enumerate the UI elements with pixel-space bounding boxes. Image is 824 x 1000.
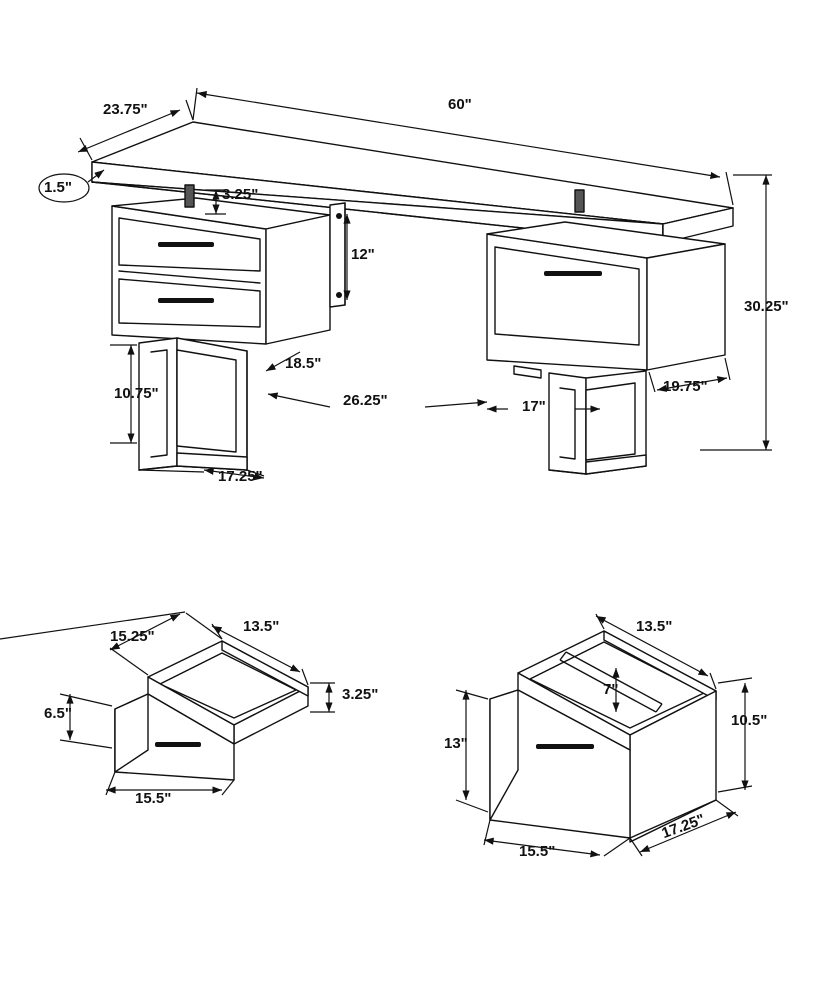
- label-right-cabinet-depth: 19.75": [663, 378, 708, 395]
- right-cabinet-side: [647, 244, 725, 370]
- label-left-cabinet-depth: 18.5": [285, 355, 322, 372]
- label-sd-inner-width: 13.5": [243, 618, 280, 635]
- left-support-post: [185, 185, 194, 207]
- small-drawer-handle: [155, 742, 201, 747]
- center-panel-bolt-top: [336, 213, 342, 219]
- left-leg-inner-opening: [177, 350, 236, 452]
- label-right-cabinet-width: 17": [522, 398, 546, 415]
- label-left-foot-depth: 17.25": [218, 468, 263, 485]
- left-leg-outer-front: [139, 338, 177, 470]
- label-width-top: 60": [448, 96, 472, 113]
- dim-line-knee-width-left: [268, 394, 330, 407]
- label-sd-face-width: 15.5": [135, 790, 172, 807]
- right-leg-inner-opening: [586, 383, 635, 460]
- right-support-post: [575, 190, 584, 212]
- label-depth-top: 23.75": [103, 101, 148, 118]
- right-leg-outer-front: [549, 373, 586, 474]
- label-fd-face-width: 15.5": [519, 843, 556, 860]
- center-panel-edge: [330, 203, 345, 307]
- right-cabinet-bracket: [514, 366, 541, 378]
- label-sd-interior-height: 3.25": [342, 686, 379, 703]
- left-upper-drawer-handle: [158, 242, 214, 247]
- center-panel-bolt-bottom: [336, 292, 342, 298]
- desk-overview-geometry: [92, 122, 733, 474]
- label-fd-divider-height: 7": [603, 681, 619, 698]
- label-knee-clearance-height: 12": [351, 246, 375, 263]
- dim-line-knee-width-right: [425, 402, 487, 407]
- label-fd-side-depth: 17.25": [659, 810, 708, 843]
- label-top-thickness: 1.5": [44, 179, 72, 196]
- label-fd-face-height: 13": [444, 735, 468, 752]
- label-overall-height: 30.25": [744, 298, 789, 315]
- left-cabinet-side: [266, 215, 330, 344]
- left-lower-drawer-handle: [158, 298, 214, 303]
- label-sd-side-depth: 15.25": [110, 628, 155, 645]
- label-sd-face-height: 6.5": [44, 705, 72, 722]
- label-knee-space-width: 26.25": [343, 392, 388, 409]
- right-drawer-handle: [544, 271, 602, 276]
- file-drawer-handle: [536, 744, 594, 749]
- label-drawer-face-height-top: 3.25": [222, 186, 259, 203]
- label-fd-interior-height: 10.5": [731, 712, 768, 729]
- small-drawer-geometry: [115, 641, 308, 780]
- label-fd-inner-width: 13.5": [636, 618, 673, 635]
- label-leg-height: 10.75": [114, 385, 159, 402]
